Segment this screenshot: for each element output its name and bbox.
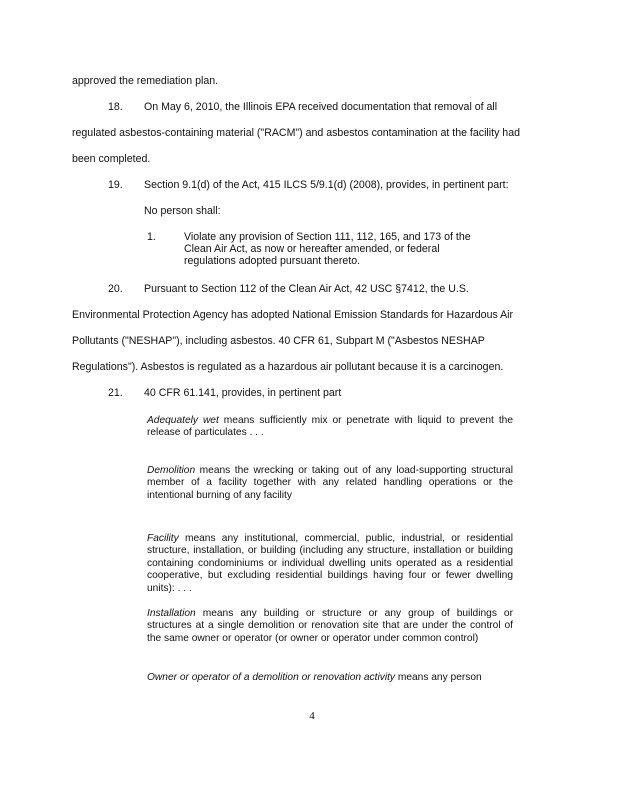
- para-17-end: approved the remediation plan.: [72, 75, 219, 87]
- definition-term: Facility: [147, 533, 179, 544]
- para-19-item-number: 1.: [147, 231, 156, 243]
- definition-term: Adequately wet: [147, 415, 219, 426]
- para-21-number: 21.: [108, 387, 123, 399]
- definition-body: means any institutional, commercial, public, industrial, or residential structure, installation, or building (including any structure, installation or building containing condominiums or individual dwelling units operated as a residential cooperative, but excluding residential buildings having four or fewer dwelling units): . . .: [147, 533, 513, 594]
- definition-owner-operator: [147, 672, 513, 684]
- para-20-line1: Pursuant to Section 112 of the Clean Air Act, 42 USC §7412, the U.S.: [144, 283, 469, 295]
- para-18-line2: regulated asbestos-containing material ("RACM") and asbestos contamination at the facility had: [72, 127, 520, 139]
- para-20-line2: Environmental Protection Agency has adopted National Emission Standards for Hazardous Air: [72, 309, 514, 321]
- para-18-line1: On May 6, 2010, the Illinois EPA received documentation that removal of all: [144, 101, 498, 113]
- definition-term: Owner or operator of a demolition or renovation activity: [147, 672, 396, 683]
- para-19-text: Section 9.1(d) of the Act, 415 ILCS 5/9.1(d) (2008), provides, in pertinent part:: [144, 179, 509, 191]
- para-21-text: 40 CFR 61.141, provides, in pertinent part: [144, 387, 342, 399]
- para-19-intro: No person shall:: [144, 205, 221, 217]
- definition-facility: [147, 533, 513, 595]
- page-number: 4: [309, 710, 315, 722]
- para-20-line4: Regulations"). Asbestos is regulated as a hazardous air pollutant because it is a carcinogen.: [72, 361, 504, 373]
- para-19-item-line2: Clean Air Act, as now or hereafter amended, or federal: [184, 243, 440, 255]
- definition-adequately-wet: [147, 415, 513, 440]
- para-20-line3: Pollutants ("NESHAP"), including asbestos. 40 CFR 61, Subpart M ("Asbestos NESHAP: [72, 335, 485, 347]
- para-18-line3: been completed.: [72, 153, 151, 165]
- para-18-number: 18.: [108, 101, 123, 113]
- definition-demolition: [147, 465, 513, 502]
- definition-body: means the wrecking or taking out of any load-supporting structural member of a facility together with any related handling operations or the intentional burning of any facility: [147, 465, 513, 501]
- para-20-number: 20.: [108, 283, 123, 295]
- definition-term: Demolition: [147, 465, 196, 476]
- para-19-item-line1: Violate any provision of Section 111, 112, 165, and 173 of the: [184, 231, 471, 243]
- definition-body: means any person: [395, 672, 482, 683]
- definition-installation: [147, 608, 513, 645]
- definition-term: Installation: [147, 608, 196, 619]
- definition-body: means any building or structure or any group of buildings or structures at a single demolition or renovation site that are under the control of the same owner or operator (or owner or operator under common control): [147, 608, 513, 644]
- definition-body: means sufficiently mix or penetrate with liquid to prevent the release of particulates . . .: [147, 415, 513, 439]
- para-19-item-line3: regulations adopted pursuant thereto.: [184, 255, 361, 267]
- para-19-number: 19.: [108, 179, 123, 191]
